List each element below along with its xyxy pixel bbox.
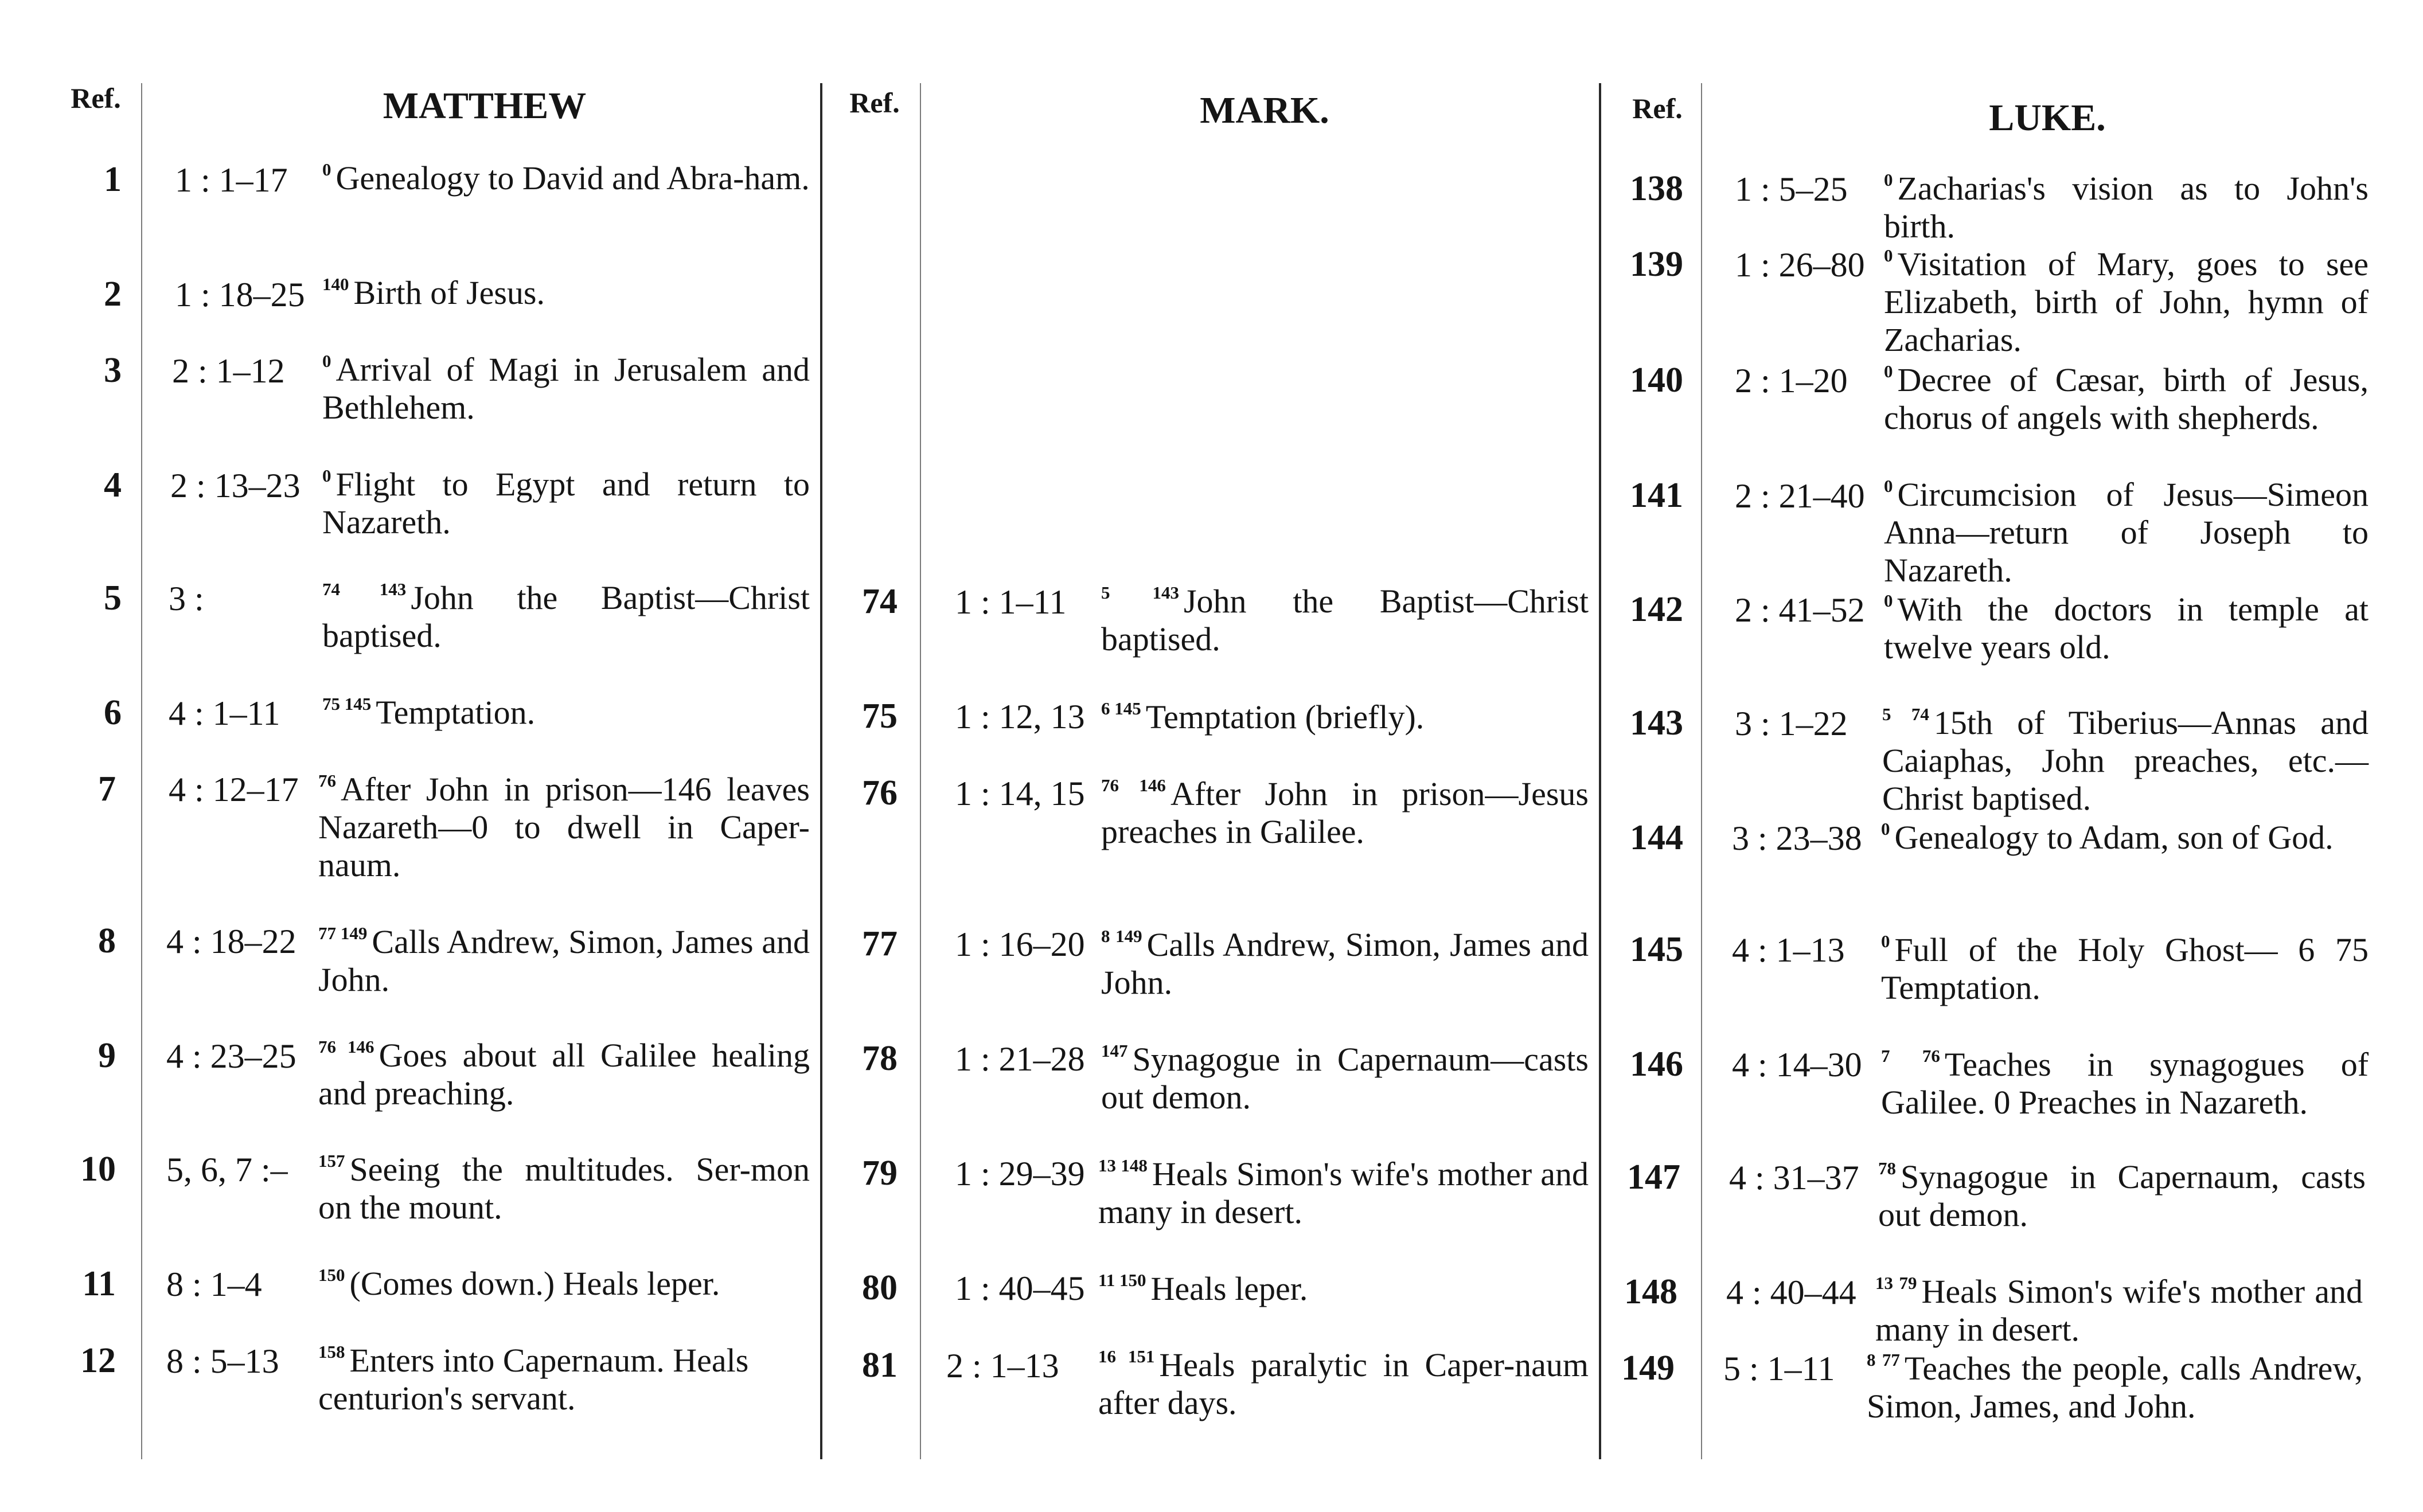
mark-ref: 75: [862, 697, 898, 736]
cross-ref: 7 76: [1881, 1046, 1940, 1066]
mark-desc: [1101, 698, 1589, 736]
cross-ref: 0: [322, 466, 331, 486]
mark-ref: 80: [862, 1268, 898, 1307]
matthew-verse: 4 : 1–11: [169, 694, 280, 732]
matthew-verse: 5, 6, 7 :–: [166, 1151, 288, 1189]
desc-text: Heals paralytic in Caper-naum after days.: [1098, 1346, 1589, 1421]
matthew-right-rule: [820, 83, 822, 1459]
cross-ref: 0: [1884, 591, 1893, 611]
cross-ref: 78: [1878, 1158, 1896, 1178]
luke-desc: [1875, 1273, 2363, 1349]
desc-text: 15th of Tiberius—Annas and Caiaphas, John preaches, etc.—Christ baptised.: [1882, 704, 2369, 817]
matthew-desc: [318, 1037, 810, 1112]
desc-text: Genealogy to Adam, son of God.: [1894, 819, 2334, 856]
matthew-desc: [318, 1265, 810, 1303]
matthew-desc: [318, 1151, 810, 1226]
luke-ref: 146: [1630, 1045, 1683, 1084]
luke-desc: [1878, 1158, 2366, 1234]
matthew-verse: 3 :: [169, 580, 204, 618]
desc-text: Arrival of Magi in Jerusalem and Bethlehem.: [322, 351, 810, 426]
mark-verse: 1 : 21–28: [955, 1040, 1085, 1078]
matthew-desc: [318, 771, 810, 884]
luke-desc: [1884, 591, 2369, 666]
mark-ref: 76: [862, 773, 898, 812]
matthew-ref-rule: [141, 83, 142, 1459]
matthew-ref: 11: [82, 1264, 116, 1303]
luke-ref: 141: [1630, 476, 1683, 515]
mark-desc: [1101, 926, 1589, 1002]
cross-ref: 0: [1884, 170, 1893, 190]
luke-ref: 145: [1630, 930, 1683, 969]
cross-ref: 74 143: [322, 579, 407, 599]
desc-text: Circumcision of Jesus—Simeon Anna—return of Joseph to Nazareth.: [1884, 476, 2369, 589]
mark-verse: 1 : 16–20: [955, 925, 1085, 963]
desc-text: Temptation.: [376, 694, 536, 731]
luke-verse: 2 : 1–20: [1735, 362, 1848, 400]
luke-ref: 144: [1630, 818, 1683, 857]
matthew-ref: 6: [104, 693, 122, 732]
desc-text: Synagogue in Capernaum, casts out demon.: [1878, 1158, 2366, 1233]
cross-ref: 8 77: [1867, 1350, 1900, 1370]
luke-verse: 2 : 21–40: [1735, 477, 1865, 515]
matthew-desc: [318, 923, 810, 999]
mark-ref-header: Ref.: [849, 87, 900, 119]
matthew-desc: [322, 274, 810, 312]
cross-ref: 76 146: [1101, 775, 1166, 795]
luke-ref: 147: [1627, 1158, 1680, 1197]
desc-text: Decree of Cæsar, birth of Jesus, chorus of angels with shepherds.: [1884, 361, 2369, 436]
desc-text: John the Baptist—Christ baptised.: [1101, 583, 1589, 658]
luke-verse: 4 : 31–37: [1729, 1159, 1859, 1197]
matthew-verse: 1 : 1–17: [175, 161, 288, 199]
cross-ref: 158: [318, 1342, 345, 1362]
cross-ref: 150: [318, 1265, 345, 1285]
desc-text: After John in prison—Jesus preaches in Galilee.: [1101, 775, 1589, 850]
cross-ref: 0: [322, 159, 331, 179]
mark-verse: 1 : 12, 13: [955, 698, 1085, 736]
desc-text: Enters into Capernaum. Heals centurion's servant.: [318, 1342, 749, 1417]
desc-text: Visitation of Mary, goes to see Elizabeth, birth of John, hymn of Zacharias.: [1884, 245, 2369, 358]
cross-ref: 0: [1881, 931, 1890, 951]
matthew-desc: [322, 159, 810, 197]
cross-ref: 13 79: [1875, 1273, 1917, 1293]
luke-ref-header: Ref.: [1632, 92, 1683, 124]
mark-ref: 74: [862, 582, 898, 621]
mark-desc: [1101, 1041, 1589, 1116]
luke-ref: 138: [1630, 169, 1683, 208]
matthew-verse: 8 : 5–13: [166, 1342, 279, 1380]
desc-text: Calls Andrew, Simon, James and John.: [318, 923, 810, 998]
desc-text: Genealogy to David and Abra-ham.: [335, 159, 810, 197]
luke-verse: 1 : 26–80: [1735, 246, 1865, 284]
luke-ref: 148: [1624, 1272, 1677, 1311]
mark-desc: [1098, 1155, 1589, 1231]
desc-text: Teaches in synagogues of Galilee. 0 Preaches in Nazareth.: [1881, 1046, 2369, 1121]
cross-ref: 157: [318, 1151, 345, 1171]
luke-ref: 142: [1630, 590, 1683, 629]
mark-desc: [1101, 583, 1589, 658]
matthew-ref: 4: [104, 466, 122, 505]
desc-text: Heals Simon's wife's mother and many in desert.: [1098, 1155, 1589, 1230]
mark-verse: 2 : 1–13: [946, 1347, 1059, 1385]
matthew-verse: 2 : 13–23: [170, 467, 301, 505]
cross-ref: 147: [1101, 1041, 1128, 1061]
luke-desc: [1884, 476, 2369, 589]
matthew-ref: 2: [104, 275, 122, 314]
desc-text: Seeing the multitudes. Ser-mon on the mount.: [318, 1151, 810, 1226]
cross-ref: 75 145: [322, 694, 372, 714]
luke-verse: 4 : 1–13: [1732, 931, 1845, 969]
matthew-ref: 5: [104, 579, 122, 618]
mark-desc: [1098, 1270, 1589, 1308]
cross-ref: 5 143: [1101, 583, 1179, 603]
mark-verse: 1 : 40–45: [955, 1269, 1085, 1307]
luke-verse: 4 : 14–30: [1732, 1046, 1862, 1084]
luke-desc: [1884, 170, 2369, 245]
desc-text: Heals Simon's wife's mother and many in desert.: [1875, 1273, 2363, 1348]
desc-text: John the Baptist—Christ baptised.: [322, 579, 810, 654]
matthew-desc: [322, 351, 810, 427]
luke-desc: [1884, 361, 2369, 437]
desc-text: Birth of Jesus.: [353, 274, 545, 311]
desc-text: After John in prison—146 leaves Nazareth—0 to dwell in Caper-naum.: [318, 771, 810, 884]
matthew-desc: [322, 466, 810, 541]
matthew-ref-header: Ref.: [71, 82, 121, 114]
mark-verse: 1 : 14, 15: [955, 775, 1085, 812]
cross-ref: 8 149: [1101, 926, 1142, 946]
cross-ref: 140: [322, 274, 349, 294]
cross-ref: 13 148: [1098, 1155, 1148, 1175]
matthew-desc: [322, 579, 810, 655]
mark-verse: 1 : 29–39: [955, 1155, 1085, 1193]
luke-title: LUKE.: [1989, 97, 2106, 139]
desc-text: Heals leper.: [1150, 1270, 1308, 1307]
cross-ref: 0: [322, 351, 331, 371]
matthew-verse: 4 : 18–22: [166, 923, 296, 960]
luke-desc: [1867, 1350, 2363, 1425]
cross-ref: 5 74: [1882, 704, 1929, 724]
luke-desc: [1884, 245, 2369, 359]
mark-verse: 1 : 1–11: [955, 583, 1067, 621]
cross-ref: 76: [318, 771, 336, 791]
matthew-ref: 9: [98, 1036, 116, 1075]
matthew-ref: 7: [98, 769, 116, 808]
desc-text: Goes about all Galilee healing and preaching.: [318, 1037, 810, 1112]
matthew-ref: 3: [104, 351, 122, 390]
matthew-verse: 4 : 12–17: [169, 771, 299, 808]
cross-ref: 6 145: [1101, 698, 1141, 718]
luke-ref: 139: [1630, 245, 1683, 284]
matthew-verse: 2 : 1–12: [172, 352, 285, 390]
luke-ref: 140: [1630, 361, 1683, 400]
luke-verse: 3 : 23–38: [1732, 819, 1862, 857]
cross-ref: 0: [1884, 361, 1893, 381]
cross-ref: 0: [1884, 245, 1893, 265]
matthew-desc: [322, 694, 810, 732]
luke-ref: 143: [1630, 704, 1683, 743]
mark-ref: 81: [862, 1346, 898, 1385]
desc-text: Zacharias's vision as to John's birth.: [1884, 170, 2369, 245]
cross-ref: 0: [1884, 476, 1893, 496]
luke-desc: [1882, 704, 2369, 818]
mark-desc: [1098, 1346, 1589, 1422]
cross-ref: 16 151: [1098, 1346, 1155, 1366]
luke-verse: 1 : 5–25: [1735, 170, 1848, 208]
desc-text: Calls Andrew, Simon, James and John.: [1101, 926, 1589, 1001]
mark-title: MARK.: [1200, 89, 1329, 131]
mark-ref-rule: [920, 83, 921, 1459]
matthew-ref: 12: [80, 1341, 116, 1380]
desc-text: Synagogue in Capernaum—casts out demon.: [1101, 1041, 1589, 1116]
matthew-ref: 1: [104, 160, 122, 199]
luke-verse: 2 : 41–52: [1735, 591, 1865, 629]
cross-ref: 0: [1881, 819, 1890, 839]
mark-right-rule: [1599, 83, 1601, 1459]
matthew-desc: [318, 1342, 766, 1417]
luke-ref-rule: [1701, 83, 1702, 1459]
desc-text: Flight to Egypt and return to Nazareth.: [322, 466, 810, 541]
matthew-verse: 1 : 18–25: [175, 276, 305, 314]
matthew-verse: 8 : 1–4: [166, 1265, 262, 1303]
cross-ref: 77 149: [318, 923, 368, 943]
luke-verse: 5 : 1–11: [1723, 1350, 1835, 1388]
mark-ref: 79: [862, 1154, 898, 1193]
matthew-ref: 8: [98, 921, 116, 960]
mark-ref: 77: [862, 924, 898, 963]
desc-text: Temptation (briefly).: [1145, 698, 1425, 736]
luke-verse: 3 : 1–22: [1735, 705, 1848, 743]
luke-desc: [1881, 1046, 2369, 1122]
mark-desc: [1101, 775, 1589, 851]
luke-desc: [1881, 931, 2369, 1007]
luke-verse: 4 : 40–44: [1726, 1273, 1856, 1311]
desc-text: Full of the Holy Ghost— 6 75 Temptation.: [1881, 931, 2369, 1006]
desc-text: With the doctors in temple at twelve years old.: [1884, 591, 2369, 666]
matthew-title: MATTHEW: [383, 85, 587, 127]
luke-ref: 149: [1621, 1349, 1675, 1388]
desc-text: (Comes down.) Heals leper.: [349, 1265, 720, 1302]
desc-text: Teaches the people, calls Andrew, Simon, James, and John.: [1867, 1350, 2363, 1425]
mark-ref: 78: [862, 1039, 898, 1078]
matthew-ref: 10: [80, 1150, 116, 1189]
cross-ref: 76 146: [318, 1037, 374, 1057]
luke-desc: [1881, 819, 2369, 857]
matthew-verse: 4 : 23–25: [166, 1037, 296, 1075]
cross-ref: 11 150: [1098, 1270, 1146, 1290]
